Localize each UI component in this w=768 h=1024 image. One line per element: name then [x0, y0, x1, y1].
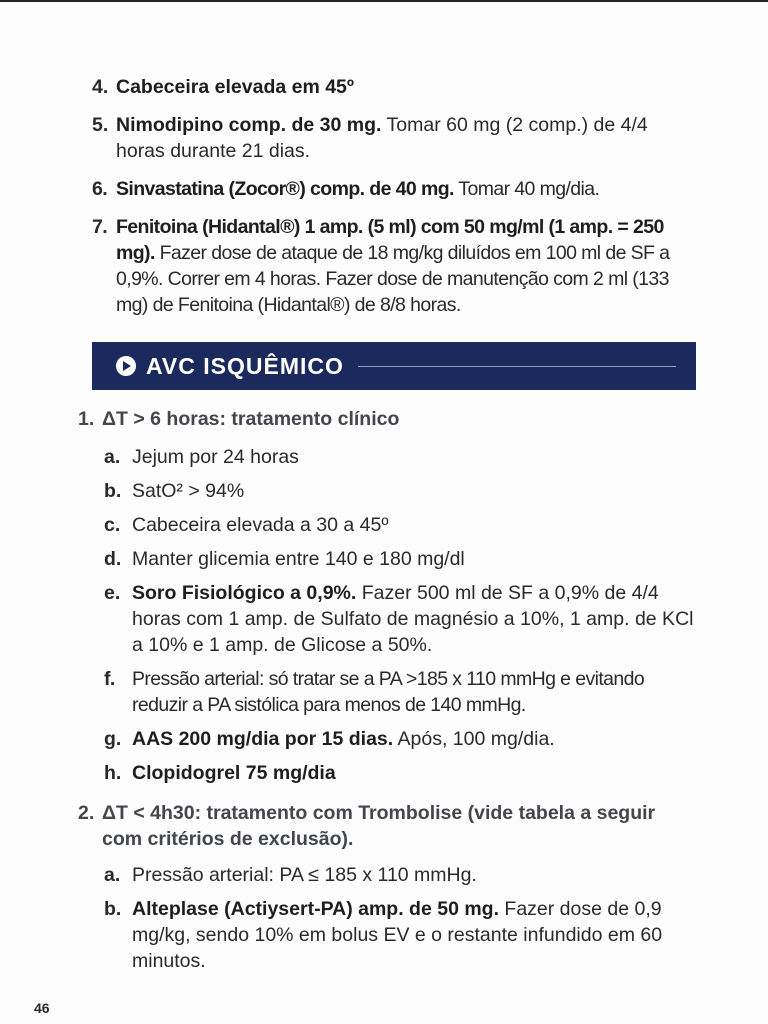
sub-letter: f. [104, 668, 115, 690]
item-bold-text: Fenitoina (Hidantal®) 1 amp. (5 ml) com 50 mg/ml (1 amp. = 250 mg). [116, 216, 664, 264]
item-heading: ΔT < 4h30: tratamento com Trombolise (vide tabela a seguir com critérios de exclusão). [102, 802, 656, 850]
item-number: 5. [92, 114, 109, 136]
sub-item [104, 726, 696, 752]
sub-letter: g. [104, 728, 122, 750]
page-number: 46 [34, 1000, 50, 1016]
sub-item [104, 546, 696, 572]
medication-list [92, 74, 696, 318]
sub-bold-text: Alteplase (Actiysert-PA) amp. de 50 mg. [132, 898, 499, 920]
sub-item [104, 666, 696, 718]
top-rule [0, 0, 768, 2]
list-item [92, 112, 696, 164]
item-number: 2. [78, 802, 95, 824]
sub-bold-text: Soro Fisiológico a 0,9%. [132, 582, 357, 604]
list-item [92, 176, 696, 202]
banner-divider [358, 366, 676, 367]
sub-letter: e. [104, 582, 121, 604]
sub-item [104, 862, 696, 888]
sub-item [104, 444, 696, 470]
list-item [92, 74, 696, 100]
page-content [78, 74, 696, 982]
play-circle-icon [116, 356, 136, 376]
sub-text: Jejum por 24 horas [132, 446, 299, 468]
sub-letter: b. [104, 898, 122, 920]
sub-bold-text: Clopidogrel 75 mg/dia [132, 762, 336, 784]
sub-text: Após, 100 mg/dia. [393, 728, 555, 750]
item-number: 6. [92, 178, 108, 200]
list-item [92, 214, 696, 318]
sub-bold-text: AAS 200 mg/dia por 15 dias. [132, 728, 394, 750]
sub-letter: a. [104, 446, 121, 468]
sub-item [104, 896, 696, 974]
sub-text: Fazer 500 ml de SF a 0,9% de 4/4 horas com 1 amp. de Sulfato de magnésio a 10%, 1 amp. de KCl a 10% e 1 amp. de Glicose a 50%. [132, 582, 694, 656]
sub-item [104, 478, 696, 504]
sub-text: Manter glicemia entre 140 e 180 mg/dl [132, 548, 465, 570]
sub-item [104, 580, 696, 658]
sub-text: Pressão arterial: só tratar se a PA >185 x 110 mmHg e evitando reduzir a PA sistólica para menos de 140 mmHg. [132, 668, 645, 716]
item-text: Fazer dose de ataque de 18 mg/kg diluídos em 100 ml de SF a 0,9%. Correr em 4 horas. Fazer dose de manutenção com 2 ml (133 mg) de Fenitoina (Hidantal®) de 8/8 horas. [116, 242, 670, 316]
sub-text: Fazer dose de 0,9 mg/kg, sendo 10% em bolus EV e o restante infundido em 60 minutos. [132, 898, 663, 972]
sub-letter: d. [104, 548, 122, 570]
item-number: 7. [92, 216, 108, 238]
item-bold-text: Sinvastatina (Zocor®) comp. de 40 mg. [116, 178, 454, 200]
item-heading: ΔT > 6 horas: tratamento clínico [102, 408, 400, 430]
sub-item [104, 760, 696, 786]
item-number: 1. [78, 408, 95, 430]
sub-item [104, 512, 696, 538]
item-text: Tomar 60 mg (2 comp.) de 4/4 horas durante 21 dias. [116, 114, 648, 162]
sub-letter: c. [104, 514, 121, 536]
avc-list [78, 406, 696, 974]
list-item [78, 406, 696, 432]
sub-letter: a. [104, 864, 121, 886]
sub-letter: b. [104, 480, 122, 502]
section-banner [92, 342, 696, 390]
list-item [78, 800, 696, 852]
sub-text: Cabeceira elevada a 30 a 45º [132, 514, 389, 536]
item-bold-text: Nimodipino comp. de 30 mg. [116, 114, 382, 136]
item-bold-text: Cabeceira elevada em 45º [116, 76, 355, 98]
item-text: Tomar 40 mg/dia. [453, 178, 600, 200]
item-number: 4. [92, 76, 109, 98]
section-title: AVC ISQUÊMICO [146, 352, 344, 379]
sub-text: SatO² > 94% [132, 480, 245, 502]
sub-letter: h. [104, 762, 122, 784]
sub-text: Pressão arterial: PA ≤ 185 x 110 mmHg. [132, 864, 477, 886]
